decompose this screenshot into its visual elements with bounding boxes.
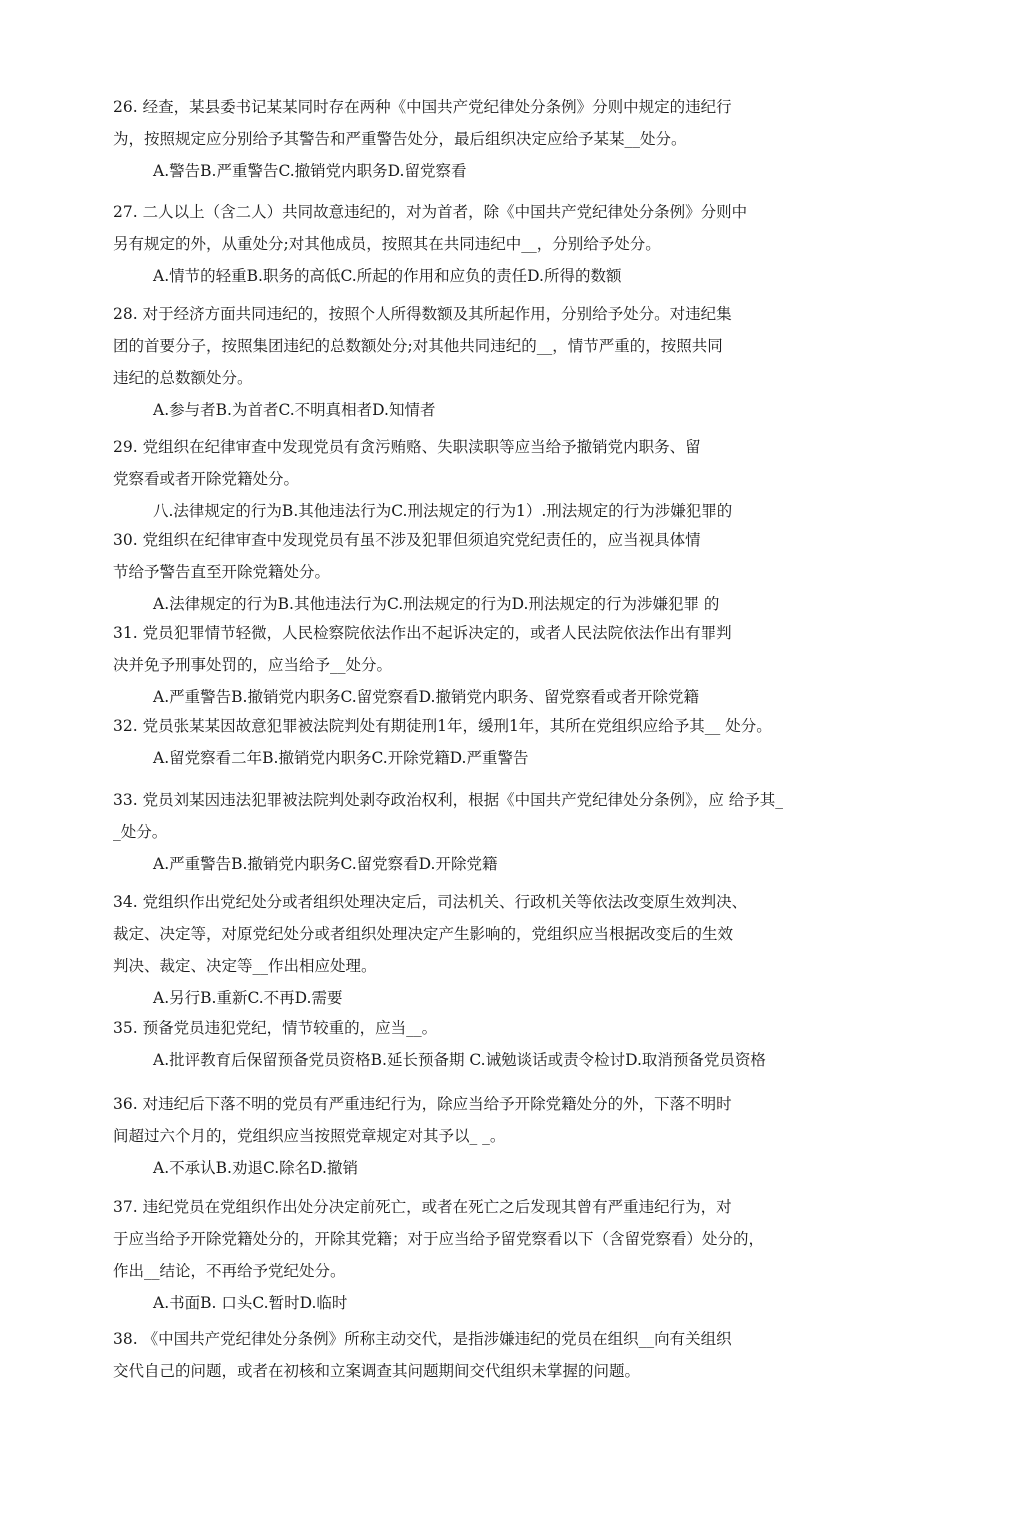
question-options: A.另行B.重新C.不再D.需要 — [153, 989, 343, 1007]
question-text-line: 于应当给予开除党籍处分的，开除其党籍；对于应当给予留党察看以下（含留党察看）处分的， — [113, 1230, 765, 1248]
question-options: A.批评教育后保留预备党员资格B.延长预备期 C.诫勉谈话或责令检讨D.取消预备党员资格 — [153, 1051, 766, 1069]
question-text-line: 间超过六个月的，党组织应当按照党章规定对其予以_ _。 — [113, 1127, 506, 1145]
question-options: 八.法律规定的行为B.其他违法行为C.刑法规定的行为1）.刑法规定的行为涉嫌犯罪的 — [153, 502, 733, 520]
question-options: A.不承认B.劝退C.除名D.撤销 — [153, 1159, 358, 1177]
question-text-line: _处分。 — [113, 823, 168, 841]
question-text-line: 作出__结论，不再给予党纪处分。 — [113, 1262, 346, 1280]
question-options: A.警告B.严重警告C.撤销党内职务D.留党察看 — [153, 162, 467, 180]
question-30 — [113, 524, 903, 620]
question-options: A.参与者B.为首者C.不明真相者D.知情者 — [153, 401, 436, 419]
question-text-line: 党察看或者开除党籍处分。 — [113, 470, 300, 488]
question-text-line: 34. 党组织作出党纪处分或者组织处理决定后，司法机关、行政机关等依法改变原生效判决、 — [113, 893, 748, 911]
question-text-line: 28. 对于经济方面共同违纪的，按照个人所得数额及其所起作用，分别给予处分。对违纪集 — [113, 305, 732, 323]
question-29 — [113, 431, 903, 527]
question-text-line: 判决、裁定、决定等__作出相应处理。 — [113, 957, 377, 975]
question-text-line: 38. 《中国共产党纪律处分条例》所称主动交代，是指涉嫌违纪的党员在组织__向有关组织 — [113, 1330, 732, 1348]
question-31 — [113, 617, 903, 713]
question-text-line: 为，按照规定应分别给予其警告和严重警告处分，最后组织决定应给予某某__处分。 — [113, 130, 687, 148]
question-text-line: 35. 预备党员违犯党纪，情节较重的，应当__。 — [113, 1019, 438, 1037]
question-38 — [113, 1323, 903, 1387]
question-options: A.留党察看二年B.撤销党内职务C.开除党籍D.严重警告 — [153, 749, 529, 767]
question-text-line: 团的首要分子，按照集团违纪的总数额处分;对其他共同违纪的__，情节严重的，按照共同 — [113, 337, 723, 355]
question-35 — [113, 1012, 903, 1076]
question-text-line: 33. 党员刘某因违法犯罪被法院判处剥夺政治权利，根据《中国共产党纪律处分条例》，应 给予其_ — [113, 791, 784, 809]
question-options: A.书面B. 口头C.暂时D.临时 — [153, 1294, 348, 1312]
question-text-line: 交代自己的问题，或者在初核和立案调查其问题期间交代组织未掌握的问题。 — [113, 1362, 641, 1380]
question-text-line: 另有规定的外，从重处分;对其他成员，按照其在共同违纪中__，分别给予处分。 — [113, 235, 661, 253]
question-text-line: 30. 党组织在纪律审查中发现党员有虽不涉及犯罪但须追究党纪责任的，应当视具体情 — [113, 531, 701, 549]
question-text-line: 27. 二人以上（含二人）共同故意违纪的，对为首者，除《中国共产党纪律处分条例》分则中 — [113, 203, 748, 221]
question-36 — [113, 1088, 903, 1184]
question-34 — [113, 886, 903, 1014]
question-text-line: 裁定、决定等，对原党纪处分或者组织处理决定产生影响的，党组织应当根据改变后的生效 — [113, 925, 734, 943]
question-37 — [113, 1191, 903, 1319]
question-27 — [113, 196, 903, 292]
question-28 — [113, 298, 903, 426]
question-text-line: 29. 党组织在纪律审查中发现党员有贪污贿赂、失职渎职等应当给予撤销党内职务、留 — [113, 438, 701, 456]
question-text-line: 违纪的总数额处分。 — [113, 369, 253, 387]
question-options: A.法律规定的行为B.其他违法行为C.刑法规定的行为D.刑法规定的行为涉嫌犯罪 的 — [153, 595, 720, 613]
question-26 — [113, 91, 903, 187]
question-33 — [113, 784, 903, 880]
question-text-line: 32. 党员张某某因故意犯罪被法院判处有期徒刑1年，缓刑1年，其所在党组织应给予其__ 处分。 — [113, 717, 772, 735]
question-text-line: 37. 违纪党员在党组织作出处分决定前死亡，或者在死亡之后发现其曾有严重违纪行为，对 — [113, 1198, 732, 1216]
question-text-line: 31. 党员犯罪情节轻微，人民检察院依法作出不起诉决定的，或者人民法院依法作出有罪判 — [113, 624, 732, 642]
question-32 — [113, 710, 903, 774]
question-options: A.严重警告B.撤销党内职务C.留党察看D.撤销党内职务、留党察看或者开除党籍 — [153, 688, 699, 706]
question-text-line: 26. 经查，某县委书记某某同时存在两种《中国共产党纪律处分条例》分则中规定的违纪行 — [113, 98, 732, 116]
question-options: A.严重警告B.撤销党内职务C.留党察看D.开除党籍 — [153, 855, 498, 873]
question-text-line: 36. 对违纪后下落不明的党员有严重违纪行为，除应当给予开除党籍处分的外，下落不明时 — [113, 1095, 732, 1113]
question-options: A.情节的轻重B.职务的高低C.所起的作用和应负的责任D.所得的数额 — [153, 267, 622, 285]
question-text-line: 节给予警告直至开除党籍处分。 — [113, 563, 331, 581]
question-text-line: 决并免予刑事处罚的，应当给予__处分。 — [113, 656, 393, 674]
